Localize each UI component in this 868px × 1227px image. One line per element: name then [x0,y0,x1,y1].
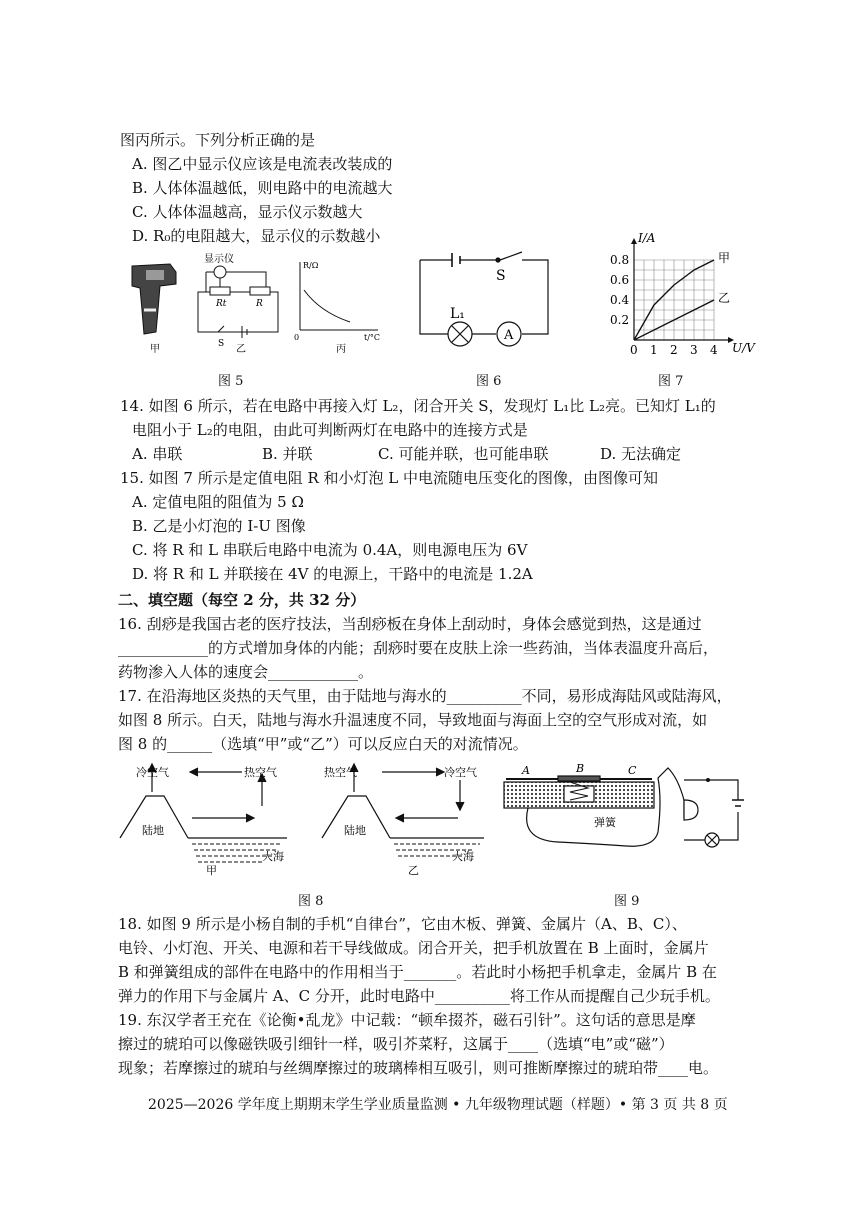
lamp-l1-icon [448,322,472,346]
q18-line2: 电铃、小灯泡、开关、电源和若干导线做成。闭合开关，把手机放置在 B 上面时，金属片 [118,939,709,957]
page-footer: 2025—2026 学年度上期期末学生学业质量监测 • 九年级物理试题（样题）• 第 3 页 共 8 页 [148,1097,728,1113]
fig8-yi-cold: 冷空气 [444,766,477,779]
fig8-jia-name: 甲 [206,864,217,877]
series-jia-label: 甲 [718,251,731,265]
x-tick-label: 2 [670,343,678,357]
fig5-r-label: R [256,299,263,309]
fig8-yi-sea-label: 大海 [452,850,474,863]
figure-9 [498,760,758,870]
section-2-title: 二、填空题（每空 2 分，共 32 分） [118,591,366,609]
y-tick-label: 0.6 [610,273,630,287]
fig5-caption: 图 5 [218,374,244,389]
fig6-lamp-label: L₁ [450,306,465,322]
fig9-spring-label: 弹簧 [594,816,616,829]
q18-line3: B 和弹簧组成的部件在电路中的作用相当于_______。若此时小杨把手机拿走，金属片 B 在 [118,963,717,981]
fig8-yi-name: 乙 [408,864,419,877]
y-tick-label: 0.8 [610,253,630,267]
y-axis-arrow-icon [631,238,637,244]
fig7-caption: 图 7 [658,374,684,389]
q15-stem: 15. 如图 7 所示是定值电阻 R 和小灯泡 L 中电流随电压变化的图像，由图像可知 [120,469,659,487]
series-yi-label: 乙 [718,291,731,305]
fig9-a-label: A [522,764,530,777]
q18-line1: 18. 如图 9 所示是小杨自制的手机“自律台”，它由木板、弹簧、金属片（A、B、C）、 [118,915,687,933]
fig8-jia-cold: 冷空气 [136,766,169,779]
fig5-axis-x: t/°C [364,333,381,342]
q15-option-c: C. 将 R 和 L 串联后电路中电流为 0.4A，则电源电压为 6V [132,541,528,559]
fig5-rt-label: Rt [216,299,227,309]
q14-option-a: A. 串联 [132,445,183,463]
fig5-origin: 0 [294,333,300,342]
q13-stem: 图丙所示。下列分析正确的是 [120,131,316,149]
q17-line1: 17. 在沿海地区炎热的天气里，由于陆地与海水的__________不同，易形成海陆风或陆海风， [118,687,732,705]
q15-option-b: B. 乙是小灯泡的 I-U 图像 [132,517,306,535]
x-tick-label: 4 [710,343,718,357]
y-tick-label: 0.2 [610,313,630,327]
q14-option-c: C. 可能并联，也可能串联 [378,445,549,463]
fig8-caption: 图 8 [298,894,324,909]
figure-8 [112,752,492,878]
fig5-display-label: 显示仪 [204,254,234,265]
fig5-bing-label: 丙 [336,344,346,355]
fig5-graph [300,262,378,330]
q13-option-d: D. R₀的电阻越大，显示仪的示数越小 [132,227,381,245]
fig8-jia-sea-label: 大海 [262,850,284,863]
q14-line1: 14. 如图 6 所示，若在电路中再接入灯 L₂，闭合开关 S，发现灯 L₁比 L₂亮。已知灯 L₁的 [120,397,716,415]
q16-line2: ____________的方式增加身体的内能；刮痧时要在皮肤上涂一些药油，当体表温度升高后， [118,639,719,657]
fig8-jia-land: 陆地 [142,824,164,837]
x-tick-label: 0 [630,343,638,357]
q16-line3: 药物渗入人体的速度会____________。 [118,663,374,681]
q14-line2: 电阻小于 L₂的电阻，由此可判断两灯在电路中的连接方式是 [132,421,528,439]
fig5-axis-y: R/Ω [303,261,319,270]
q13-option-a: A. 图乙中显示仪应该是电流表改装成的 [132,155,393,173]
q14-option-b: B. 并联 [262,445,313,463]
thermometer-gun-icon [132,264,176,334]
q19-line1: 19. 东汉学者王充在《论衡•乱龙》中记载：“顿牟掇芥，磁石引针”。这句话的意思是摩 [118,1011,696,1029]
fig9-c-label: C [628,764,637,777]
q17-line3: 图 8 的______（选填“甲”或“乙”）可以反应白天的对流情况。 [118,735,528,753]
q18-line4: 弹力的作用下与金属片 A、C 分开，此时电路中__________将工作从而提醒自己少玩手机。 [118,987,720,1005]
switch-pivot-icon [706,778,710,782]
fig6-caption: 图 6 [476,374,502,389]
fig9-board [504,776,654,808]
fig8-yi-hot: 热空气 [324,766,357,779]
q16-line1: 16. 刮痧是我国古老的医疗技法，当刮痧板在身体上刮动时，身体会感觉到热，这是通过 [118,615,702,633]
lamp-icon [705,833,719,847]
fig5-s-label: S [218,339,225,349]
chart-ylabel: I/A [638,231,656,245]
ammeter-label: A [504,328,514,343]
fig9-b-label: B [576,762,585,775]
fig5-circuit [198,266,278,338]
chart-xlabel: U/V [732,341,755,355]
x-tick-label: 3 [690,343,698,357]
figure-7-chart [600,228,760,358]
fig9-caption: 图 9 [614,894,640,909]
q15-option-a: A. 定值电阻的阻值为 5 Ω [132,493,304,511]
fig6-switch-label: S [496,268,506,284]
x-tick-label: 1 [650,343,658,357]
q17-line2: 如图 8 所示。白天，陆地与海水升温速度不同，导致地面与海面上空的空气形成对流，如 [118,711,708,729]
figure-5 [120,250,400,360]
y-tick-label: 0.4 [610,293,630,307]
q13-option-b: B. 人体体温越低，则电路中的电流越大 [132,179,393,197]
q13-option-c: C. 人体体温越高，显示仪示数越大 [132,203,363,221]
bell-icon [684,800,698,820]
fig5-jia-label: 甲 [150,344,160,355]
figure-6 [410,250,560,356]
q15-option-d: D. 将 R 和 L 并联接在 4V 的电源上，干路中的电流是 1.2A [132,565,533,583]
fig8-yi-land: 陆地 [344,824,366,837]
switch-blade [500,252,522,260]
fig5-yi-label: 乙 [236,344,246,355]
q19-line2: 擦过的琥珀可以像磁铁吸引细针一样，吸引芥菜籽，这属于____（选填“电”或“磁”） [118,1035,674,1053]
fig8-jia-hot: 热空气 [244,766,277,779]
q19-line3: 现象；若摩擦过的琥珀与丝绸摩擦过的玻璃棒相互吸引，则可推断摩擦过的琥珀带____电。 [118,1059,719,1077]
q14-option-d: D. 无法确定 [600,445,682,463]
